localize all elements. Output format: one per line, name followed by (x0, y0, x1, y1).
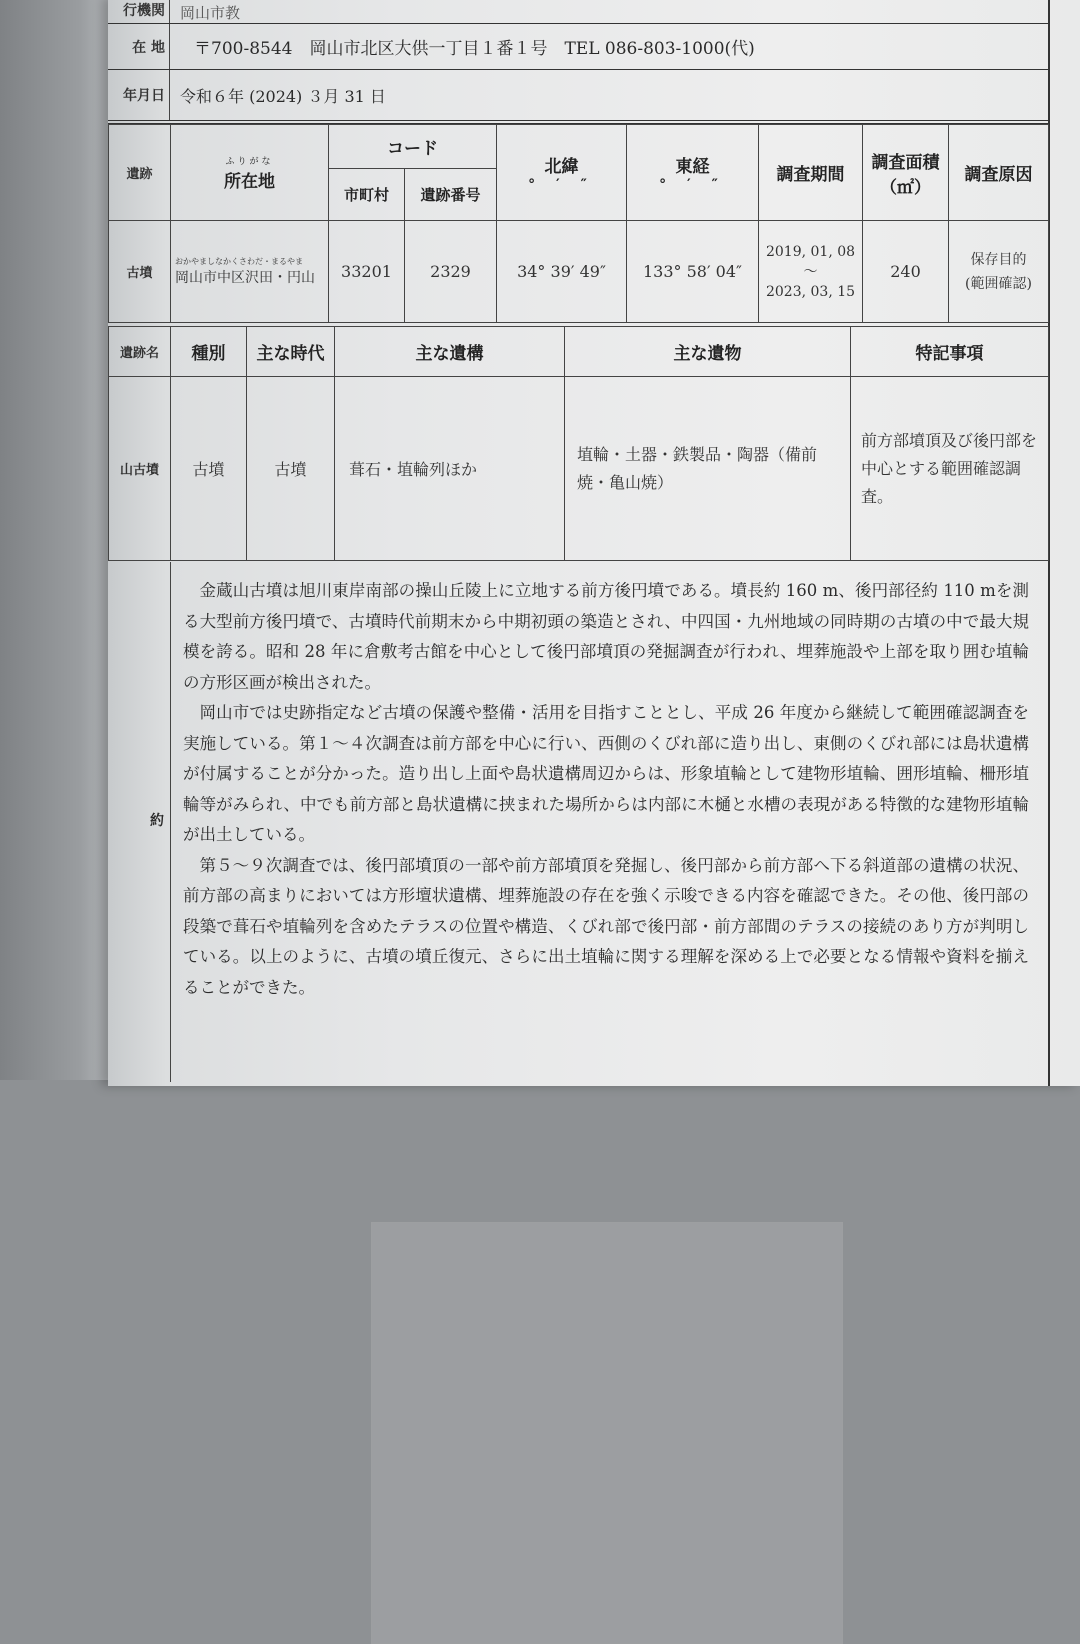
municipality-code: 33201 (329, 221, 405, 323)
publisher-value: 岡山市教 (180, 4, 241, 22)
north-lat-header-text: 北緯 (544, 157, 579, 177)
municipality-header: 市町村 (329, 169, 405, 221)
summary-section (170, 562, 1047, 1082)
survey-area: 240 (863, 221, 949, 323)
area-header (863, 125, 949, 221)
publication-date-value: 令和６年 (2024) ３月 31 日 (180, 86, 386, 106)
address-value: 〒700-8544 岡山市北区大供一丁目１番１号 TEL 086-803-1000(代) (194, 39, 755, 59)
publication-date-label: 年月日 (108, 70, 170, 120)
features-side-label: 遺跡名 (109, 327, 171, 377)
publication-date-row (108, 70, 1048, 124)
site-type: 古墳 (171, 377, 247, 561)
north-lat-header (497, 125, 627, 221)
reason-header: 調査原因 (949, 125, 1049, 221)
main-features: 葺石・埴輪列ほか (335, 377, 565, 561)
features-header: 主な遺構 (335, 327, 565, 377)
code-header: コード (329, 125, 497, 169)
site-number-header: 遺跡番号 (405, 169, 497, 221)
report-summary-table (108, 0, 1050, 1086)
summary-paragraph: 金蔵山古墳は旭川東岸南部の操山丘陵上に立地する前方後円墳である。墳長約 160 m、後円部径約 110 mを測る大型前方後円墳で、古墳時代前期末から中期初頭の築造とされ、中四国・九州地域の同時期の古墳の中で最大規模を誇る。昭和 28 年に倉敷考古館を中心として後円部墳頂の発掘調査が行われ、埋葬施設や上部を取り囲む埴輪の方形区画が検出された。 (183, 581, 1029, 692)
survey-reason (949, 221, 1049, 323)
area-unit: （㎡） (880, 177, 931, 198)
survey-period (759, 221, 863, 323)
publisher-row (108, 0, 1048, 24)
site-features-table (108, 326, 1049, 561)
reason-line-1: 保存目的 (970, 251, 1027, 268)
summary-label: 約 (150, 813, 164, 829)
location-ruby: おかやましなかくさわだ・まるやま (175, 257, 303, 266)
location-value: 岡山市中区沢田・円山 (175, 270, 315, 286)
location-header (171, 125, 329, 221)
period-end: 2023, 03, 15 (765, 283, 856, 300)
era-header: 主な時代 (247, 327, 335, 377)
reason-line-2: (範囲確認) (965, 275, 1032, 292)
site-side-label: 遺跡 (109, 125, 171, 221)
special-notes: 前方部墳頂及び後円部を中心とする範囲確認調査。 (851, 377, 1049, 561)
site-era: 古墳 (247, 377, 335, 561)
site-side-value: 古墳 (109, 221, 171, 323)
east-long-units: ° ′ ″ (659, 177, 726, 193)
show-through-image (371, 1222, 843, 1644)
site-number: 2329 (405, 221, 497, 323)
address-label: 在 地 (108, 24, 170, 69)
period-header: 調査期間 (759, 125, 863, 221)
publisher-label: 行機関 (108, 0, 170, 23)
location-header-ruby: ふりがな (225, 156, 274, 167)
notes-header: 特記事項 (851, 327, 1049, 377)
east-long-header (627, 125, 759, 221)
east-long-header-text: 東経 (675, 157, 710, 177)
period-start: 2019, 01, 08 (765, 243, 856, 260)
north-latitude: 34° 39′ 49″ (497, 221, 627, 323)
book-spine-shadow (0, 0, 115, 1080)
type-header: 種別 (171, 327, 247, 377)
north-lat-units: ° ′ ″ (528, 177, 595, 193)
location-header-text: 所在地 (224, 171, 275, 192)
area-header-text: 調査面積 (871, 152, 940, 173)
main-artifacts: 埴輪・土器・鉄製品・陶器（備前焼・亀山焼） (565, 377, 851, 561)
address-row (108, 24, 1048, 70)
site-location-table (108, 124, 1049, 323)
report-page (108, 0, 1080, 1086)
east-longitude: 133° 58′ 04″ (627, 221, 759, 323)
features-side-value: 山古墳 (109, 377, 171, 561)
summary-text (183, 576, 1029, 1003)
artifacts-header: 主な遺物 (565, 327, 851, 377)
summary-paragraph: 第５～９次調査では、後円部墳頂の一部や前方部墳頂を発掘し、後円部から前方部へ下る斜道部の遺構の状況、前方部の高まりにおいては方形壇状遺構、埋葬施設の存在を強く示唆できる内容を確認できた。その他、後円部の段築で葺石や埴輪列を含めたテラスの位置や構造、くびれ部で後円部・前方部間のテラスの接続のあり方が判明している。以上のように、古墳の墳丘復元、さらに出土埴輪に関する理解を深める上で必要となる情報や資料を揃えることができた。 (183, 855, 1030, 997)
location-cell (171, 221, 329, 323)
period-separator: ～ (803, 263, 818, 280)
summary-paragraph: 岡山市では史跡指定など古墳の保護や整備・活用を目指すこととし、平成 26 年度から継続して範囲確認調査を実施している。第１～４次調査は前方部を中心に行い、西側のくびれ部に造り出し、東側のくびれ部には島状遺構が付属することが分かった。造り出し上面や島状遺構周辺からは、形象埴輪として建物形埴輪、囲形埴輪、柵形埴輪等がみられ、中でも前方部と島状遺構に挟まれた場所からは内部に木樋と水槽の表現がある特徴的な建物形埴輪が出土している。 (183, 703, 1029, 844)
